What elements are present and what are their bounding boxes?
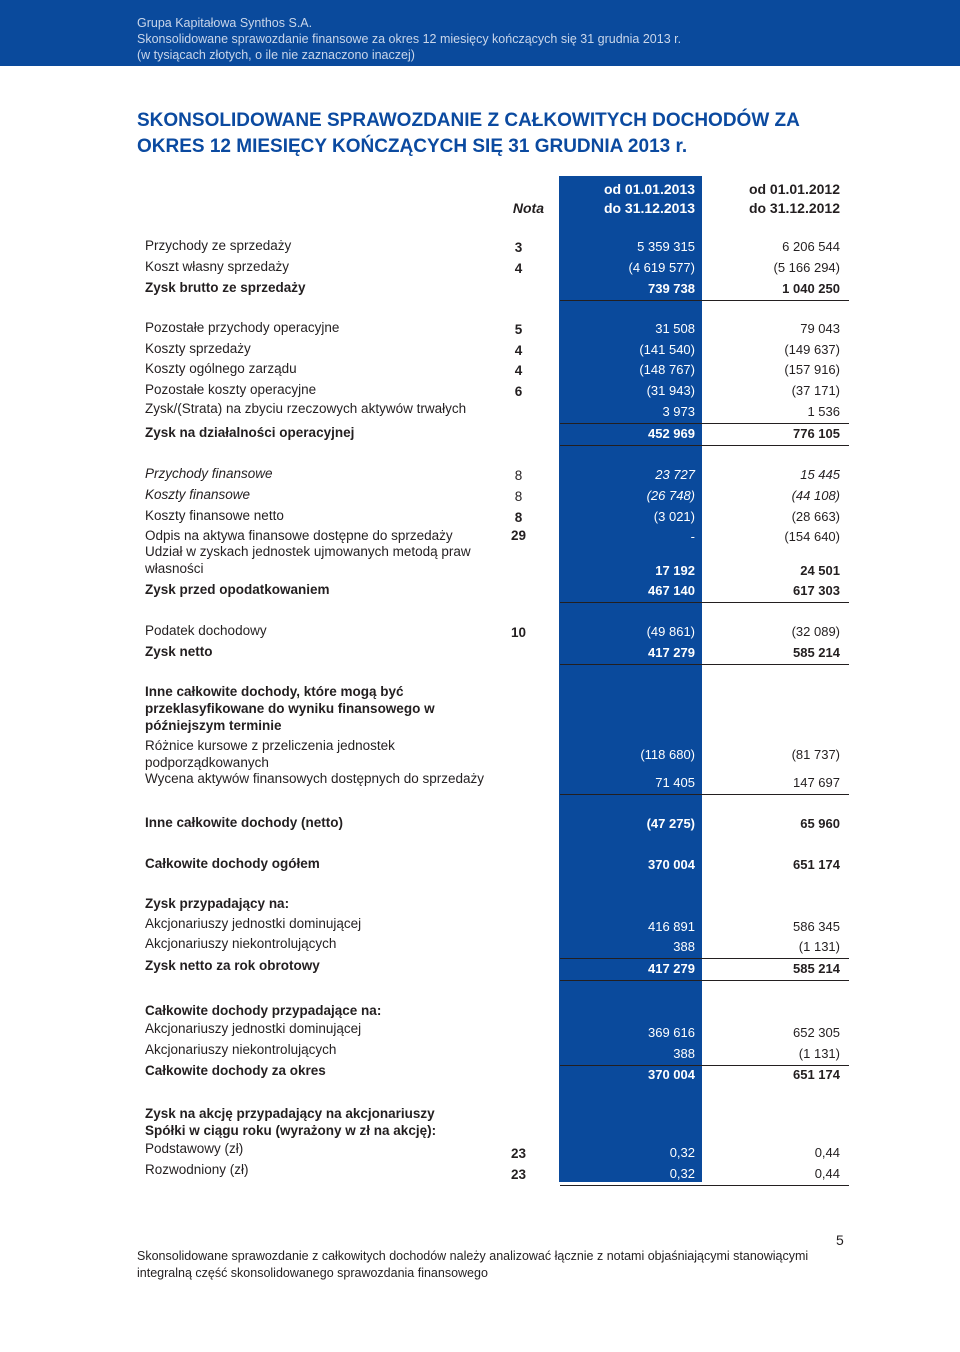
- row-label: Zysk na działalności operacyjnej: [145, 425, 355, 440]
- row-note: 10: [510, 625, 527, 640]
- current-period-value: (4 619 577): [628, 260, 695, 275]
- current-period-value: 417 279: [648, 961, 695, 976]
- current-period-value: 388: [673, 939, 695, 954]
- current-period-value: (26 748): [646, 488, 695, 503]
- row-label: Podstawowy (zł): [145, 1141, 244, 1156]
- footer-note: Skonsolidowane sprawozdanie z całkowitych dochodów należy analizować łącznie z notami objaśniającymi stanowiącymi integralną część skonsolidowanego sprawozdania finansowego: [137, 1249, 809, 1280]
- subtotal-rule: [560, 980, 849, 981]
- page-title: SKONSOLIDOWANE SPRAWOZDANIE Z CAŁKOWITYCH DOCHODÓW ZA OKRES 12 MIESIĘCY KOŃCZĄCYCH SIĘ 31 GRUDNIA 2013 r.: [137, 110, 800, 157]
- previous-period-value: (37 171): [791, 383, 840, 398]
- current-period-header-to: do 31.12.2013: [603, 200, 695, 216]
- row-label: Zysk/(Strata) na zbyciu rzeczowych aktywów trwałych: [145, 401, 467, 416]
- current-period-value: 0,32: [669, 1166, 695, 1181]
- current-period-value: 17 192: [655, 563, 695, 578]
- row-label: Odpis na aktywa finansowe dostępne do sprzedaży: [145, 528, 453, 543]
- previous-period-header-from: od 01.01.2012: [748, 181, 840, 197]
- row-label: Wycena aktywów finansowych dostępnych do sprzedaży: [145, 771, 485, 786]
- row-note: 4: [514, 343, 523, 358]
- row-label: Całkowite dochody przypadające na:: [145, 1003, 382, 1018]
- previous-period-value: (28 663): [791, 509, 840, 524]
- company-name: Grupa Kapitałowa Synthos S.A.: [137, 16, 313, 30]
- page-number: 5: [836, 1232, 844, 1248]
- current-period-value: 416 891: [648, 919, 695, 934]
- row-label: Udział w zyskach jednostek ujmowanych metodą praw własności: [145, 544, 471, 576]
- row-label: Różnice kursowe z przeliczenia jednostek podporządkowanych: [145, 738, 395, 770]
- current-period-value: 5 359 315: [637, 239, 695, 254]
- previous-period-value: 1 536: [807, 404, 840, 419]
- row-label: Rozwodniony (zł): [145, 1162, 249, 1177]
- row-note: 8: [514, 489, 523, 504]
- row-note: 6: [514, 384, 523, 399]
- subtotal-rule: [560, 958, 849, 959]
- previous-period-value: 585 214: [793, 645, 840, 660]
- previous-period-header-to: do 31.12.2012: [748, 200, 840, 216]
- row-label: Całkowite dochody za okres: [145, 1063, 326, 1078]
- row-note: 23: [510, 1167, 527, 1182]
- current-period-value: 31 508: [655, 321, 695, 336]
- row-note: 4: [514, 261, 523, 276]
- subtotal-rule: [560, 1185, 849, 1186]
- previous-period-value: 652 305: [793, 1025, 840, 1040]
- previous-period-value: 1 040 250: [782, 281, 840, 296]
- row-label: Zysk netto za rok obrotowy: [145, 958, 320, 973]
- previous-period-value: (149 637): [784, 342, 840, 357]
- row-label: Akcjonariuszy jednostki dominującej: [145, 1021, 362, 1036]
- row-label: Koszty finansowe netto: [145, 508, 284, 523]
- current-period-value: 467 140: [648, 583, 695, 598]
- row-label: Koszty sprzedaży: [145, 341, 251, 356]
- subtotal-rule: [560, 664, 849, 665]
- nota-column-header: Nota: [512, 200, 544, 216]
- row-label: Całkowite dochody ogółem: [145, 856, 320, 871]
- row-label: Akcjonariuszy jednostki dominującej: [145, 916, 362, 931]
- subtotal-rule: [560, 794, 849, 795]
- row-note: 8: [514, 510, 523, 525]
- current-period-value: (49 861): [646, 624, 695, 639]
- previous-period-value: 0,44: [814, 1166, 840, 1181]
- current-period-value: 0,32: [669, 1145, 695, 1160]
- row-label: Podatek dochodowy: [145, 623, 267, 638]
- row-label: Przychody ze sprzedaży: [145, 238, 292, 253]
- previous-period-value: 586 345: [793, 919, 840, 934]
- current-period-value: 71 405: [655, 775, 695, 790]
- row-label: Akcjonariuszy niekontrolujących: [145, 936, 337, 951]
- row-label: Akcjonariuszy niekontrolujących: [145, 1042, 337, 1057]
- row-note: 23: [510, 1146, 527, 1161]
- previous-period-value: 6 206 544: [782, 239, 840, 254]
- previous-period-value: (154 640): [784, 529, 840, 544]
- current-period-value: (118 680): [640, 747, 695, 762]
- previous-period-value: 24 501: [800, 563, 840, 578]
- current-period-value: 452 969: [648, 426, 695, 441]
- subtotal-rule: [560, 1065, 849, 1066]
- current-period-value: 739 738: [648, 281, 695, 296]
- previous-period-value: 0,44: [814, 1145, 840, 1160]
- row-note: 4: [514, 363, 523, 378]
- row-label: Inne całkowite dochody, które mogą być przeklasyfikowane do wyniku finansowego w późniejszym terminie: [145, 684, 435, 733]
- current-period-value: -: [690, 529, 695, 544]
- current-period-value: (47 275): [646, 816, 695, 831]
- report-subtitle: Skonsolidowane sprawozdanie finansowe za okres 12 miesięcy kończących się 31 grudnia 2013 r.: [137, 32, 682, 46]
- previous-period-value: 776 105: [793, 426, 840, 441]
- row-label: Przychody finansowe: [145, 466, 273, 481]
- current-period-value: (3 021): [653, 509, 695, 524]
- current-period-value: 3 973: [662, 404, 695, 419]
- current-period-value: 388: [673, 1046, 695, 1061]
- previous-period-value: 147 697: [793, 775, 840, 790]
- previous-period-value: (81 737): [791, 747, 840, 762]
- row-label: Zysk netto: [145, 644, 213, 659]
- row-note: 3: [514, 240, 523, 255]
- subtotal-rule: [560, 445, 849, 446]
- previous-period-value: 79 043: [800, 321, 840, 336]
- row-label: Inne całkowite dochody (netto): [145, 815, 344, 830]
- previous-period-value: (44 108): [791, 488, 840, 503]
- row-label: Pozostałe koszty operacyjne: [145, 382, 317, 397]
- current-period-value: 370 004: [648, 857, 695, 872]
- current-period-value: 370 004: [648, 1067, 695, 1082]
- current-period-value: (148 767): [639, 362, 695, 377]
- previous-period-value: 651 174: [793, 1067, 840, 1082]
- previous-period-value: 585 214: [793, 961, 840, 976]
- previous-period-value: 65 960: [800, 816, 840, 831]
- current-period-value: (141 540): [639, 342, 695, 357]
- row-label: Pozostałe przychody operacyjne: [145, 320, 340, 335]
- subtotal-rule: [560, 300, 849, 301]
- row-label: Zysk przypadający na:: [145, 896, 290, 911]
- row-note: 5: [514, 322, 523, 337]
- previous-period-value: (1 131): [798, 1046, 840, 1061]
- row-label: Koszty ogólnego zarządu: [145, 361, 297, 376]
- previous-period-value: 651 174: [793, 857, 840, 872]
- row-note: 29: [510, 528, 527, 543]
- row-label: Zysk na akcję przypadający na akcjonariuszy Spółki w ciągu roku (wyrażony w zł na akcję):: [145, 1106, 437, 1138]
- current-period-value: 417 279: [648, 645, 695, 660]
- previous-period-value: (1 131): [798, 939, 840, 954]
- row-label: Koszty finansowe: [145, 487, 251, 502]
- row-note: 8: [514, 468, 523, 483]
- previous-period-value: 617 303: [793, 583, 840, 598]
- current-period-header-from: od 01.01.2013: [603, 181, 695, 197]
- previous-period-value: (32 089): [791, 624, 840, 639]
- row-label: Koszt własny sprzedaży: [145, 259, 290, 274]
- current-period-value: 369 616: [648, 1025, 695, 1040]
- subtotal-rule: [560, 423, 849, 424]
- current-period-value: (31 943): [646, 383, 695, 398]
- subtotal-rule: [560, 602, 849, 603]
- units-note: (w tysiącach złotych, o ile nie zaznaczono inaczej): [137, 48, 415, 62]
- current-period-value: 23 727: [655, 467, 695, 482]
- row-label: Zysk przed opodatkowaniem: [145, 582, 330, 597]
- previous-period-value: (5 166 294): [773, 260, 840, 275]
- previous-period-value: 15 445: [800, 467, 840, 482]
- previous-period-value: (157 916): [784, 362, 840, 377]
- row-label: Zysk brutto ze sprzedaży: [145, 280, 306, 295]
